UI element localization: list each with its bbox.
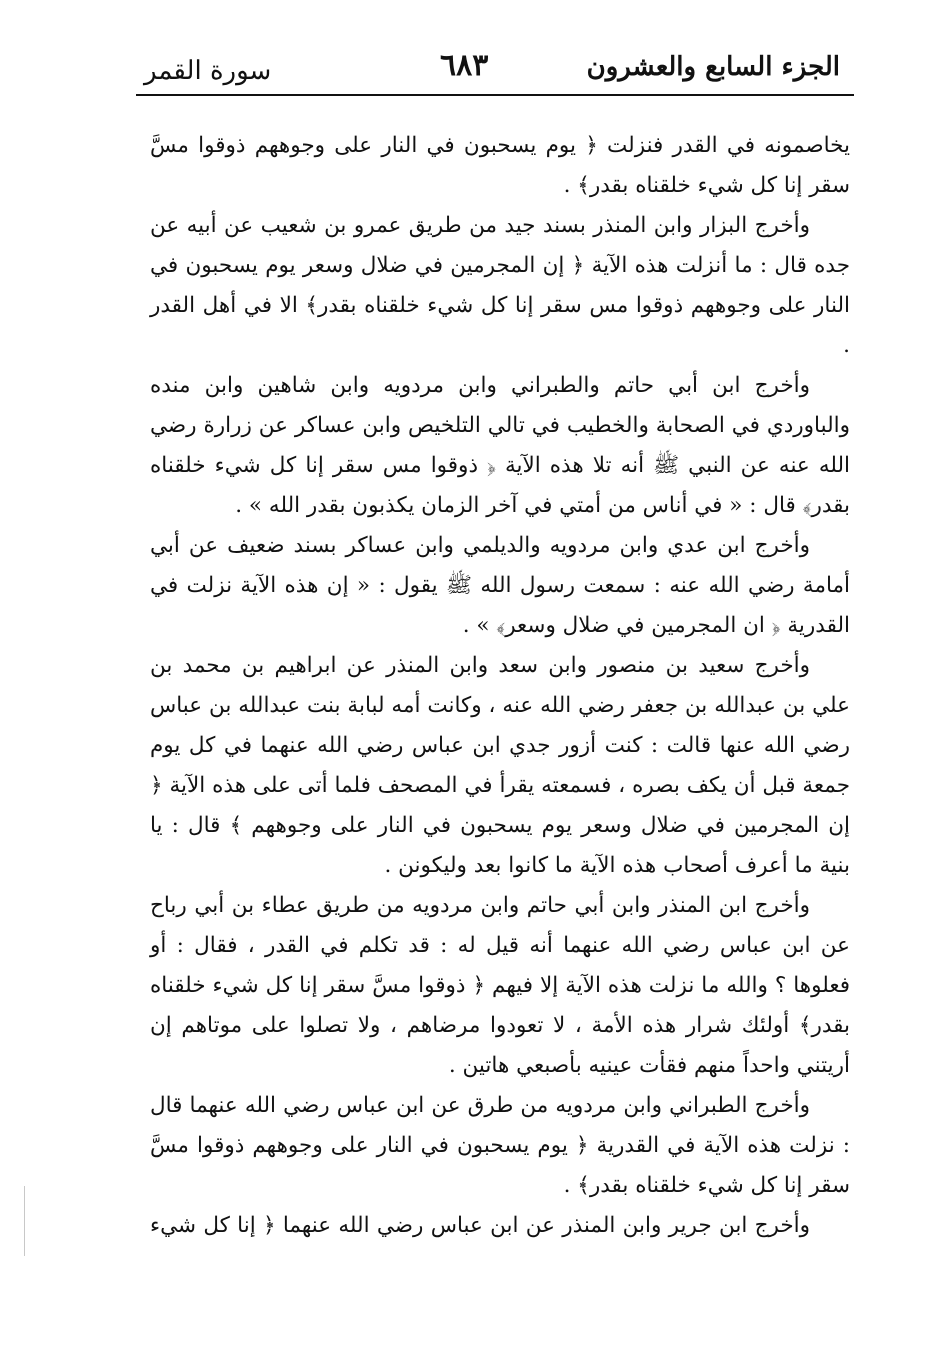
paragraph-5: وأخرج سعيد بن منصور وابن سعد وابن المنذر عن ابراهيم بن محمد بن علي بن عبدالله بن جعفر رضي الله عنه ، وكانت أمه لبابة بنت عبدالله بن عباس رضي الله عنها قالت : كنت أزور جدي ابن عباس رضي الله عنهما في كل يوم جمعة قبل أن يكف بصره ، فسمعته يقرأ في المصحف فلما أتى على هذه الآية ﴿ إن المجرمين في ضلال وسعر يوم يسحبون في النار على وجوههم ﴾ قال : يا بنية ما أعرف أصحاب هذه الآية ما كانوا بعد وليكونن . bbox=[150, 653, 850, 878]
juz-title: الجزء السابع والعشرون bbox=[586, 52, 840, 82]
paragraph-4: وأخرج ابن عدي وابن مردويه والديلمي وابن عساكر بسند ضعيف عن أبي أمامة رضي الله عنه : سمعت رسول الله ﷺ يقول : « إن هذه الآية نزلت في القدرية ﴿ ان المجرمين في ضلال وسعر﴾ » . bbox=[150, 533, 850, 638]
surah-title: سورة القمر bbox=[144, 56, 272, 86]
paragraph-8: وأخرج ابن جرير وابن المنذر عن ابن عباس رضي الله عنهما ﴿ إنا كل شيء bbox=[150, 1213, 810, 1238]
page-number: ٦٨٣ bbox=[440, 48, 489, 83]
header-rule bbox=[136, 94, 854, 96]
paragraph-1: يخاصمونه في القدر فنزلت ﴿ يوم يسحبون في النار على وجوههم ذوقوا مسَّ سقر إنا كل شيء خلقناه بقدر﴾ . bbox=[150, 133, 850, 198]
paragraph-7: وأخرج الطبراني وابن مردويه من طرق عن ابن عباس رضي الله عنهما قال : نزلت هذه الآية في القدرية ﴿ يوم يسحبون في النار على وجوههم ذوقوا مسَّ سقر إنا كل شيء خلقناه بقدر﴾ . bbox=[150, 1093, 850, 1198]
body-text bbox=[150, 126, 850, 1246]
paragraph-3: وأخرج ابن أبي حاتم والطبراني وابن مردويه وابن شاهين وابن منده والباوردي في الصحابة والخطيب في تالي التلخيص وابن عساكر عن زرارة رضي الله عنه عن النبي ﷺ أنه تلا هذه الآية ﴿ ذوقوا مس سقر إنا كل شيء خلقناه بقدر﴾ قال : « في أناس من أمتي في آخر الزمان يكذبون بقدر الله » . bbox=[150, 373, 850, 518]
scan-artifact bbox=[24, 1186, 25, 1256]
paragraph-6: وأخرج ابن المنذر وابن أبي حاتم وابن مردويه من طريق عطاء بن أبي رباح عن ابن عباس رضي الله عنهما أنه قيل له : قد تكلم في القدر ، فقال : أو فعلوها ؟ والله ما نزلت هذه الآية إلا فيهم ﴿ ذوقوا مسَّ سقر إنا كل شيء خلقناه بقدر﴾ أولئك شرار هذه الأمة ، لا تعودوا مرضاهم ، ولا تصلوا على موتاهم إن أريتني واحداً منهم فقأت عينيه بأصبعي هاتين . bbox=[150, 893, 850, 1078]
running-header bbox=[140, 48, 850, 94]
paragraph-2: وأخرج البزار وابن المنذر بسند جيد من طريق عمرو بن شعيب عن أبيه عن جده قال : ما أنزلت هذه الآية ﴿ إن المجرمين في ضلال وسعر يوم يسحبون في النار على وجوههم ذوقوا مس سقر إنا كل شيء خلقناه بقدر﴾ الا في أهل القدر . bbox=[150, 213, 850, 358]
